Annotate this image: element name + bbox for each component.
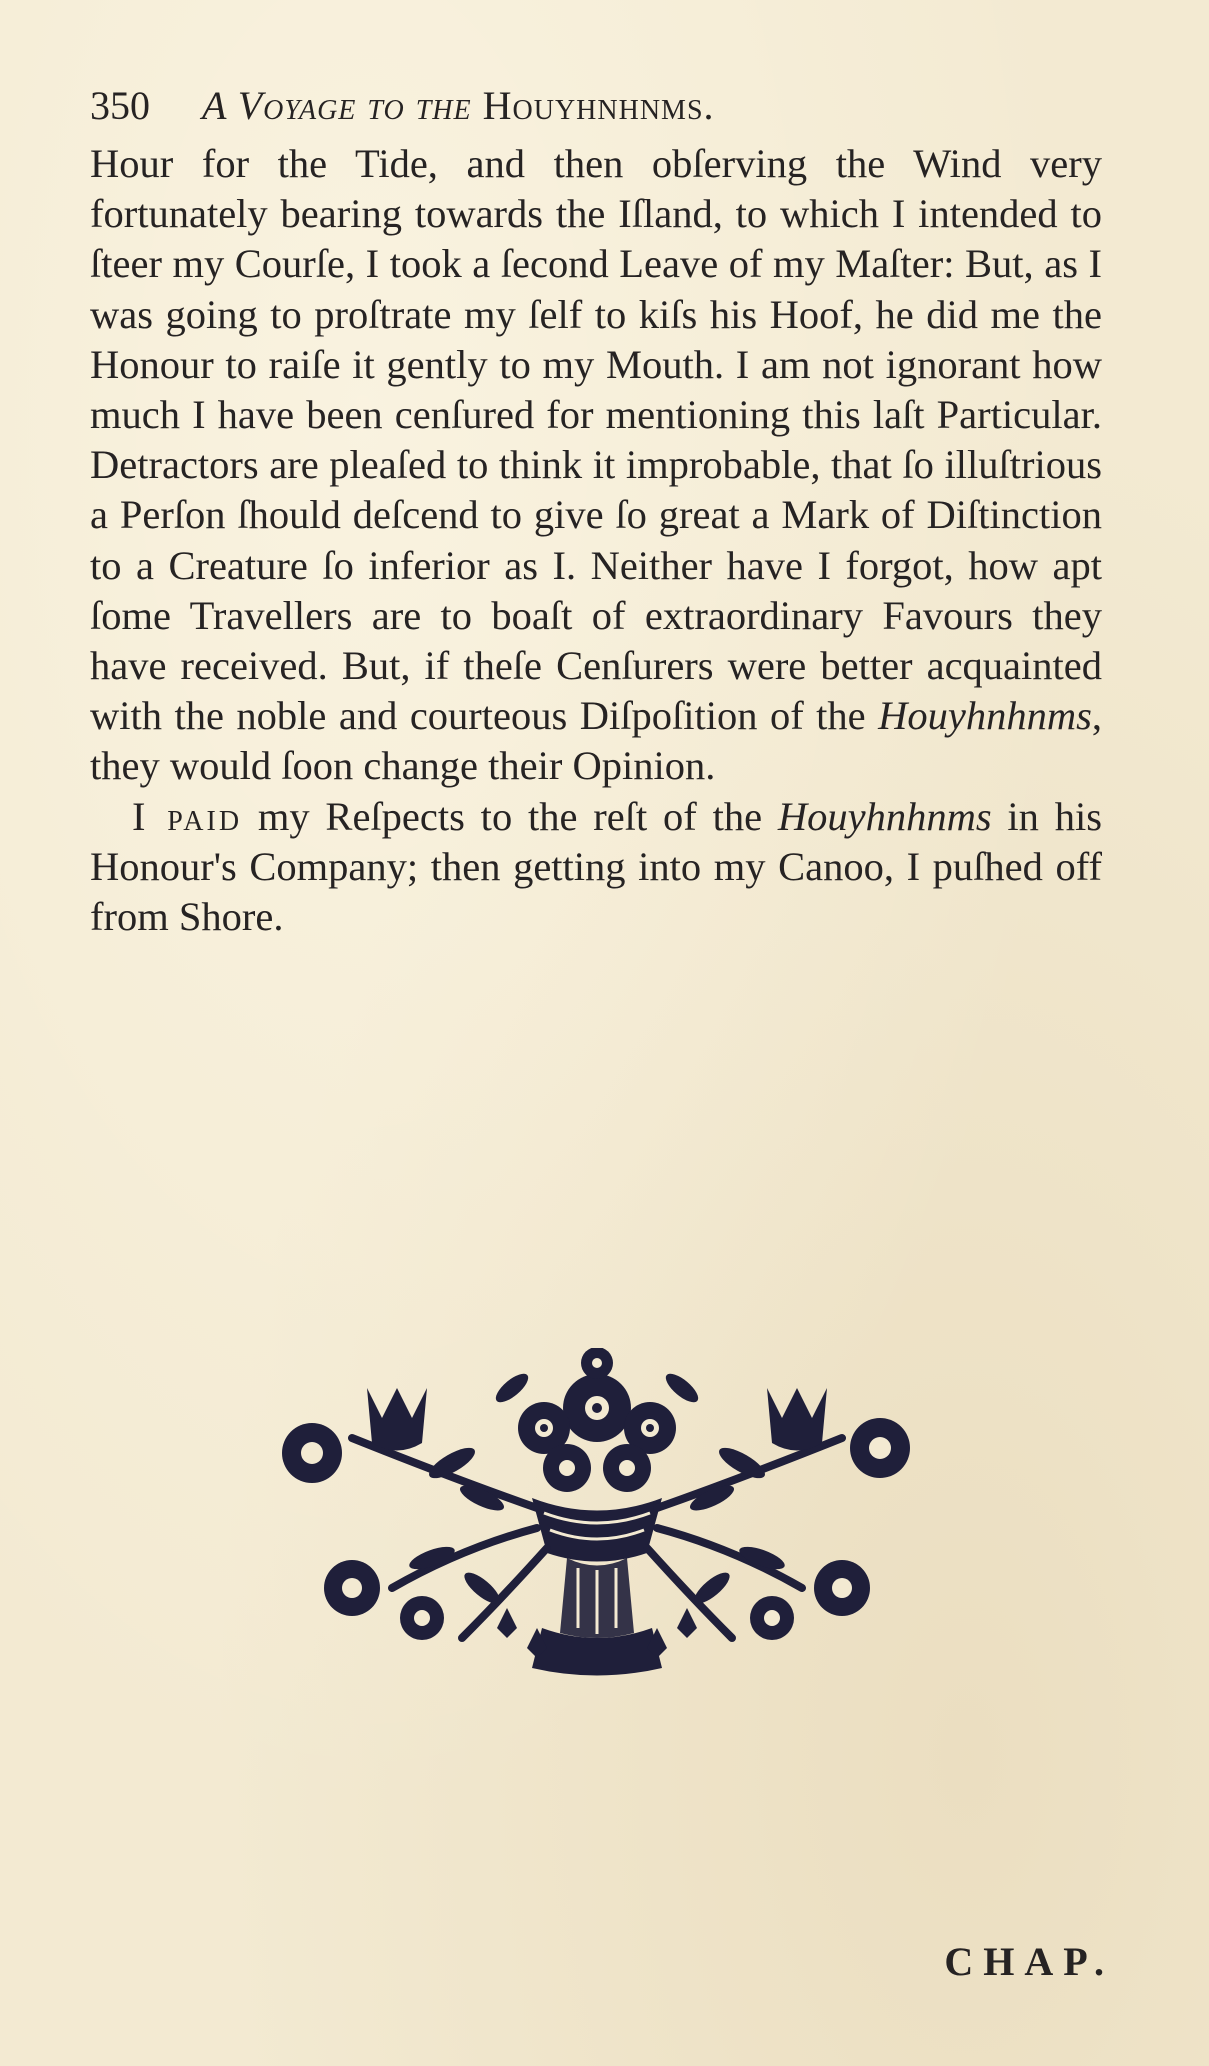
running-head [202,83,715,128]
paragraph-1 [90,139,1102,792]
paragraph-2-lead: I paid [132,793,243,839]
paragraph-2-italic: Houyhnhnms [777,793,992,839]
running-head-suffix: Houyhnhnms. [482,83,715,128]
floral-basket-ornament-icon [282,1348,912,1688]
page-number: 350 [90,83,150,128]
paragraph-2-text-b: in his Honour's Company; then getting into my Canoo, I puſhed off from Shore. [90,793,1103,940]
paragraph-1-text: Hour for the Tide, and then obſerving the Wind very fortunately bearing towards the Iſland, to which I intended to ſteer my Courſe, I took a ſecond Leave of my Maſter: But, as I was going to proſtrate my ſelf to kiſs his Hoof, he did me the Honour to raiſe it gently to my Mouth. I am not ignorant how much I have been cenſured for mentioning this laſt Particular. Detractors are pleaſed to think it improbable, that ſo illuſtrious a Perſon ſhould deſcend to give ſo great a Mark of Diſtinction to a Creature ſo inferior as I. Neither have I forgot, how apt ſome Travellers are to boaſt of extraordinary Favours they have received. But, if theſe Cenſurers were better acquainted with the noble and courteous Diſpoſition of the [90,141,1102,739]
running-head-mid: to the [367,83,472,128]
paragraph-2-text-a: my Reſpects to the reſt of the [242,793,778,839]
paragraph-2 [90,792,1102,943]
page-header [90,78,1100,134]
paragraph-1-italic: Houyhnhnms [878,693,1092,739]
paragraph-1-end: , they would ſoon change their Opinion. [90,693,1103,789]
body-text [90,139,1102,942]
running-head-prefix: A Voyage [202,83,357,128]
catchword: CHAP. [944,1939,1114,1984]
